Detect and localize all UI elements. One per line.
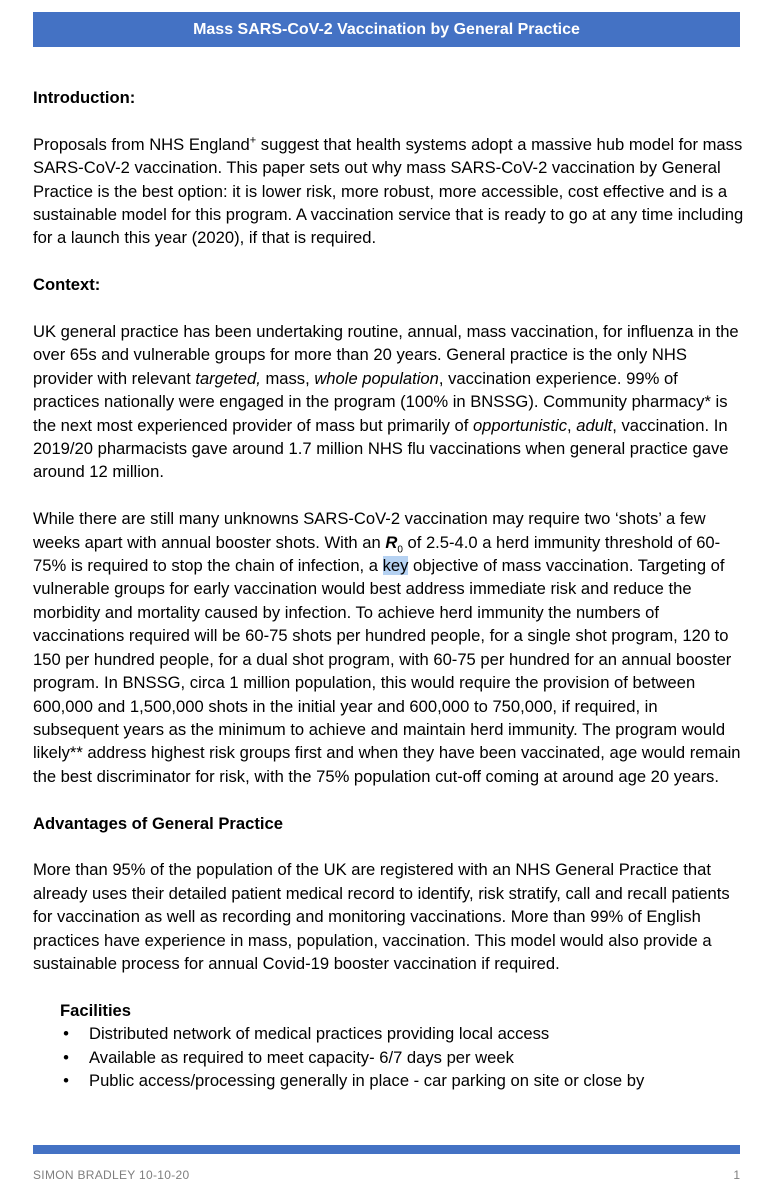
document-title-bar <box>33 12 740 47</box>
r-naught-symbol: R <box>385 532 398 552</box>
context-emphasis: whole population <box>314 368 439 388</box>
facilities-heading: Facilities <box>60 1000 132 1020</box>
footer-rule <box>33 1145 740 1154</box>
page-number: 1 <box>733 1168 740 1182</box>
bullet-icon: • <box>63 1070 69 1090</box>
introduction-text-start: Proposals from NHS England <box>33 134 250 154</box>
context-paragraph-1 <box>33 320 745 484</box>
introduction-paragraph <box>33 133 745 250</box>
context-emphasis: adult <box>576 415 613 435</box>
advantages-heading: Advantages of General Practice <box>33 813 283 833</box>
context-text: , vaccination. In 2019/20 pharmacists gave around 1.7 million NHS flu vaccinations when general practice gave around 12 million. <box>33 415 729 482</box>
facilities-list <box>33 1022 745 1092</box>
context-text: , <box>567 415 577 435</box>
advantages-paragraph: More than 95% of the population of the UK are registered with an NHS General Practice that already uses their detailed patient medical record to identify, risk stratify, call and recall patients for vaccination as well as recording and monitoring vaccinations. More than 99% of English practices have experience in mass, population, vaccination. This model would also provide a sustainable process for annual Covid-19 booster vaccination if required. <box>33 860 730 973</box>
context-text: While there are still many unknowns SARS-CoV-2 vaccination may require two ‘shots’ a few weeks apart with annual booster shots. With an <box>33 509 706 552</box>
footer-author: SIMON BRADLEY 10-10-20 <box>33 1168 190 1182</box>
context-text: mass, <box>260 368 315 388</box>
context-heading: Context: <box>33 275 101 295</box>
bullet-icon: • <box>63 1024 69 1044</box>
r-naught-subscript: 0 <box>397 543 403 555</box>
context-emphasis: opportunistic <box>472 415 568 435</box>
introduction-text-rest: suggest that health systems adopt a massive hub model for mass SARS-CoV-2 vaccination. This paper sets out why mass SARS-CoV-2 vaccination by General Practice is the best option: it is lower risk, more robust, more accessible, cost effective and is a sustainable model for this program. A vaccination service that is ready to go at any time including for a launch this year (2020), if that is required. <box>33 134 744 248</box>
context-text: of 2.5-4.0 a herd immunity threshold of 60-75% is required to stop the chain of infection, a <box>33 532 721 576</box>
context-text: objective of mass vaccination. Targeting of vulnerable groups for early vaccination would best address immediate risk and reduce the morbidity and mortality caused by infection. To achieve herd immunity the numbers of vaccinations required will be 60-75 shots per hundred people, for a single shot program, 120 to 150 per hundred people, for a dual shot program, with 60-75 per hundred for an annual booster program. In BNSSG, circa 1 million population, this would require the provision of between 600,000 and 1,500,000 shots in the initial year and 600,000 to 750,000, if required, in subsequent years as the minimum to achieve and maintain herd immunity. The program would likely** address highest risk groups first and when they have been vaccinated, age would remain the best discriminator for risk, with the 75% population cut-off coming at around age 20 years. <box>33 556 741 786</box>
dagger-mark: + <box>249 134 257 147</box>
list-item-text: Distributed network of medical practices providing local access <box>89 1024 550 1044</box>
context-paragraph-2 <box>33 507 745 788</box>
document-title: Mass SARS-CoV-2 Vaccination by General Practice <box>193 20 580 38</box>
list-item <box>33 1069 745 1092</box>
highlighted-word-key[interactable]: key <box>382 556 409 576</box>
list-item-text: Available as required to meet capacity- 6/7 days per week <box>89 1047 514 1067</box>
list-item <box>33 1046 745 1069</box>
introduction-heading: Introduction: <box>33 88 136 107</box>
context-text: UK general practice has been undertaking routine, annual, mass vaccination, for influenza in the over 65s and vulnerable groups for more than 20 years. General practice is the only NHS provider with relevant <box>33 322 739 388</box>
document-body <box>33 86 745 1092</box>
context-emphasis: targeted, <box>195 368 261 388</box>
list-item-text: Public access/processing generally in place - car parking on site or close by <box>89 1070 645 1090</box>
bullet-icon: • <box>63 1047 69 1067</box>
list-item <box>33 1022 745 1045</box>
context-text: , vaccination experience. 99% of practices nationally were engaged in the program (100% in BNSSG). Community pharmacy* is the next most experienced provider of mass but primarily of <box>33 368 728 435</box>
